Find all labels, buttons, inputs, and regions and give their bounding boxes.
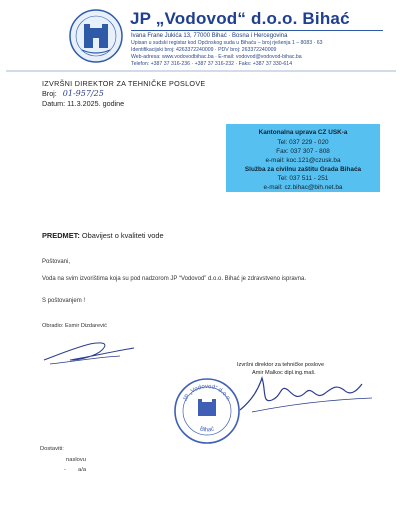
document-number-label: Broj: [42,89,57,98]
recipient-line-7: e-mail: cz.bihac@bih.net.ba [263,184,343,191]
recipient-line-6: Tel: 037 511 - 251 [277,175,329,182]
distribution-item-1: naslovu [66,457,86,463]
seal-text-top: JP „Vodovod“ d.o.o. [182,383,232,403]
greeting: Poštovani, [42,259,71,265]
recipient-line-1: Kantonalna uprava CZ USK-a [258,129,348,136]
company-web: Web-adresa: www.vodovodbihac.ba · E-mail: vodovod@vodovod-bihac.ba [131,54,302,60]
recipient-line-5: Služba za civilnu zaštitu Grada Bihaća [244,166,362,173]
distribution-item-2: a/a [78,467,87,473]
company-name: JP „Vodovod“ d.o.o. Bihać [130,9,350,28]
seal-text-bottom: Bihać [199,426,215,434]
company-phones: Telefon: +387 37 316-236 · +387 37 316-232 · Faks: +387 37 330-614 [131,61,293,67]
recipient-block [226,124,380,192]
company-address: Ivana Frane Jukića 13, 77000 Bihać · Bosna i Hercegovina [131,33,288,39]
closing: S poštovanjem ! [42,298,86,304]
distribution-label: Dostaviti: [40,446,64,452]
header-separator [6,70,396,72]
document-title: IZVRŠNI DIREKTOR ZA TEHNIČKE POSLOVE [42,79,206,88]
company-registration: Upisan u sudski registar kod Općinskog suda u Bihaću – broj rješenja 1 – 8083 · 63 [131,40,323,46]
document-number [42,89,104,98]
subject-label: PREDMET: [42,231,80,240]
director-name: Amir Malkoc dipl.ing.maš. [252,370,316,376]
body-paragraph: Voda na svim izvorištima koja su pod nadzorom JP “Vodovod” d.o.o. Bihać je zdravstveno ispravna. [42,276,307,282]
svg-text:Bihać [199,426,215,433]
document-number-value: 01-957/25 [62,89,104,98]
svg-text:JP „Vodovod“ d.o.o. [182,384,231,403]
director-signature [232,370,382,416]
recipient-line-3: Fax: 037 307 - 808 [276,148,330,155]
header-divider [131,30,383,31]
recipient-line-4: e-mail: koc.121@czusk.ba [265,157,341,164]
company-ids: Identifikacijski broj: 4263372240009 · PDV broj: 263372240009 [131,47,277,53]
preparer-signature [40,330,140,370]
company-logo [68,8,124,64]
recipient-line-2: Tel: 037 229 - 020 [277,139,329,146]
document-date: Datum: 11.3.2025. godine [42,99,125,108]
subject-text: Obavijest o kvaliteti vode [81,231,164,240]
director-title: Izvršni direktor za tehničke poslove [237,362,325,368]
prepared-by: Obradio: Esmir Dizdarević [42,323,107,329]
distribution-dash: - [64,467,66,473]
subject-line [42,231,164,240]
